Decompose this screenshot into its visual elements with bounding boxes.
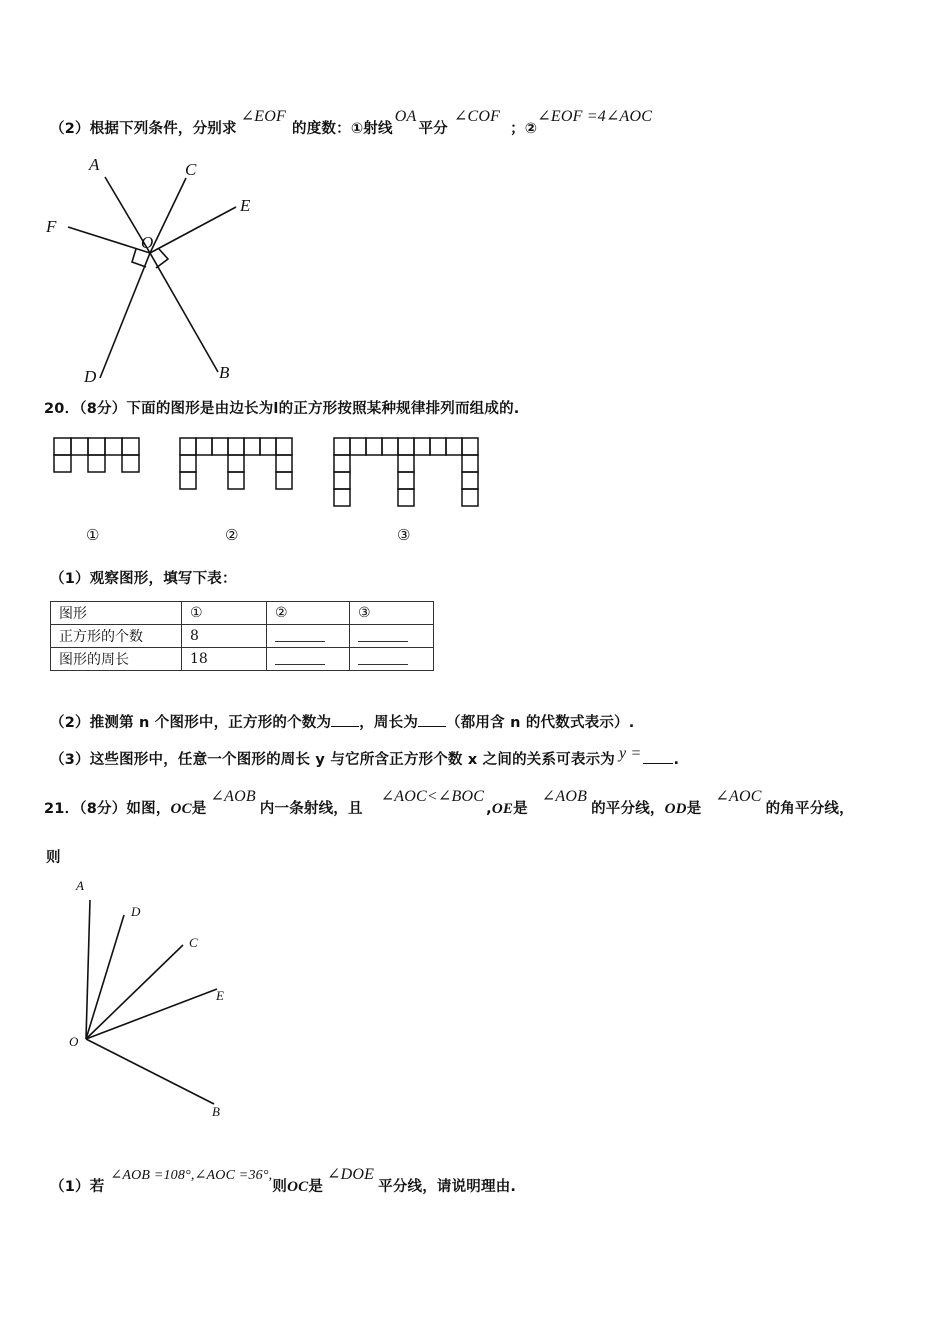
ray-ob — [150, 253, 218, 372]
table-header-row — [51, 602, 434, 625]
q20-part1: （1）观察图形，填写下表： — [50, 571, 237, 587]
ray-oe — [150, 207, 236, 253]
q20-part2-b: ，周长为 — [359, 715, 419, 731]
label-e: E — [240, 196, 251, 215]
q20-table — [50, 601, 434, 671]
label-a: A — [89, 155, 100, 174]
q21-part1-a: （1）若 — [50, 1179, 105, 1195]
label-o: O — [141, 233, 154, 252]
table-cell-blank[interactable] — [350, 625, 434, 648]
table-cell-label: 图形的周长 — [51, 648, 182, 671]
table-header: ② — [267, 602, 350, 625]
table-cell-blank[interactable] — [267, 625, 350, 648]
q19-part2-text3: 平分 — [418, 121, 448, 137]
math-given: ∠AOB =108°,∠AOC =36°, — [110, 1168, 273, 1183]
q21-t6: 是 — [686, 801, 702, 817]
q21-oe: OE — [491, 801, 514, 817]
q20-part3-a: （3）这些图形中，任意一个图形的周长 y 与它所含正方形个数 x 之间的关系可表示为 — [50, 752, 615, 768]
ray-oe — [86, 989, 217, 1039]
q20-part2-c: （都用含 n 的代数式表示）. — [446, 715, 635, 731]
label-d: D — [131, 904, 141, 919]
math-angle-doe: ∠DOE — [327, 1166, 375, 1183]
table-cell-label: 正方形的个数 — [51, 625, 182, 648]
pattern-1 — [54, 438, 139, 472]
label-e: E — [216, 988, 224, 1003]
q19-part2-text2: 的度数：①射线 — [292, 121, 393, 137]
q21-part1-d: 平分线，请说明理由. — [378, 1179, 517, 1195]
math-angle-aob: ∠AOB — [210, 788, 256, 805]
q21-num: 21．（8分）如图， — [44, 801, 171, 817]
label-a: A — [76, 878, 84, 893]
q19-part2-text4: ；② — [510, 121, 538, 137]
table-cell-blank[interactable] — [350, 648, 434, 671]
q21-part1-b: 则 — [272, 1179, 288, 1195]
pattern-2 — [180, 438, 292, 489]
ray-oc — [150, 178, 186, 253]
q21-t5: 的平分线， — [591, 801, 665, 817]
figure-rays-aob — [60, 872, 260, 1122]
table-cell-blank[interactable] — [267, 648, 350, 671]
ray-ob — [86, 1039, 214, 1104]
math-angle-eof: ∠EOF — [240, 108, 287, 125]
table-cell-value: 18 — [182, 648, 267, 671]
q21-part1-oc: OC — [287, 1179, 309, 1195]
ray-oa — [86, 900, 90, 1039]
q21-t3: , — [486, 801, 492, 817]
label-c: C — [189, 935, 198, 950]
pattern-label-1: ① — [86, 526, 100, 544]
label-f: F — [46, 217, 57, 236]
q21-then: 则 — [46, 850, 61, 866]
label-c: C — [185, 160, 197, 179]
math-cond: ∠AOC<∠BOC — [380, 788, 485, 805]
q21-t2: 内一条射线，且 — [259, 801, 363, 817]
q21-od: OD — [664, 801, 687, 817]
math-angle-aoc: ∠AOC — [715, 788, 762, 805]
label-o: O — [69, 1034, 79, 1049]
math-angle-cof: ∠COF — [453, 108, 501, 125]
q21-t7: 的角平分线， — [765, 801, 854, 817]
q20-part3-end: . — [673, 752, 680, 768]
answer-blank[interactable] — [331, 712, 359, 727]
ray-od — [100, 253, 150, 378]
math-y-equals: y = — [618, 745, 642, 762]
table-header: 图形 — [51, 602, 182, 625]
q21-part1-c: 是 — [308, 1179, 324, 1195]
table-row — [51, 648, 434, 671]
q19-part2-label: （2）根据下列条件，分别求 — [50, 121, 237, 137]
q20-part3 — [50, 745, 680, 769]
math-cond2: ∠EOF =4∠AOC — [537, 108, 653, 125]
pattern-label-2: ② — [225, 526, 239, 544]
table-header: ① — [182, 602, 267, 625]
table-cell-value: 8 — [182, 625, 267, 648]
label-b: B — [219, 363, 230, 382]
q20-part2-a: （2）推测第 n 个图形中，正方形的个数为 — [50, 715, 332, 731]
pattern-3 — [334, 438, 478, 506]
answer-blank[interactable] — [418, 712, 446, 727]
q20-part2 — [50, 711, 634, 732]
table-row — [51, 625, 434, 648]
q19-part2-line — [50, 108, 653, 138]
table-header: ③ — [350, 602, 434, 625]
figure-rays-eof — [40, 150, 300, 390]
label-d: D — [84, 367, 97, 386]
math-ray-oa: OA — [394, 108, 417, 125]
pattern-label-3: ③ — [397, 526, 411, 544]
q20-title: 20．（8分）下面的图形是由边长为l的正方形按照某种规律排列而组成的. — [44, 401, 520, 417]
q21-line — [44, 788, 854, 818]
q21-oc: OC — [170, 801, 192, 817]
q21-t4: 是 — [513, 801, 528, 817]
q21-t1: 是 — [191, 801, 207, 817]
label-b: B — [212, 1104, 220, 1119]
q21-part1 — [50, 1166, 517, 1196]
answer-blank[interactable] — [643, 749, 673, 764]
math-angle-aob-2: ∠AOB — [541, 788, 588, 805]
figure-square-patterns — [50, 435, 510, 515]
